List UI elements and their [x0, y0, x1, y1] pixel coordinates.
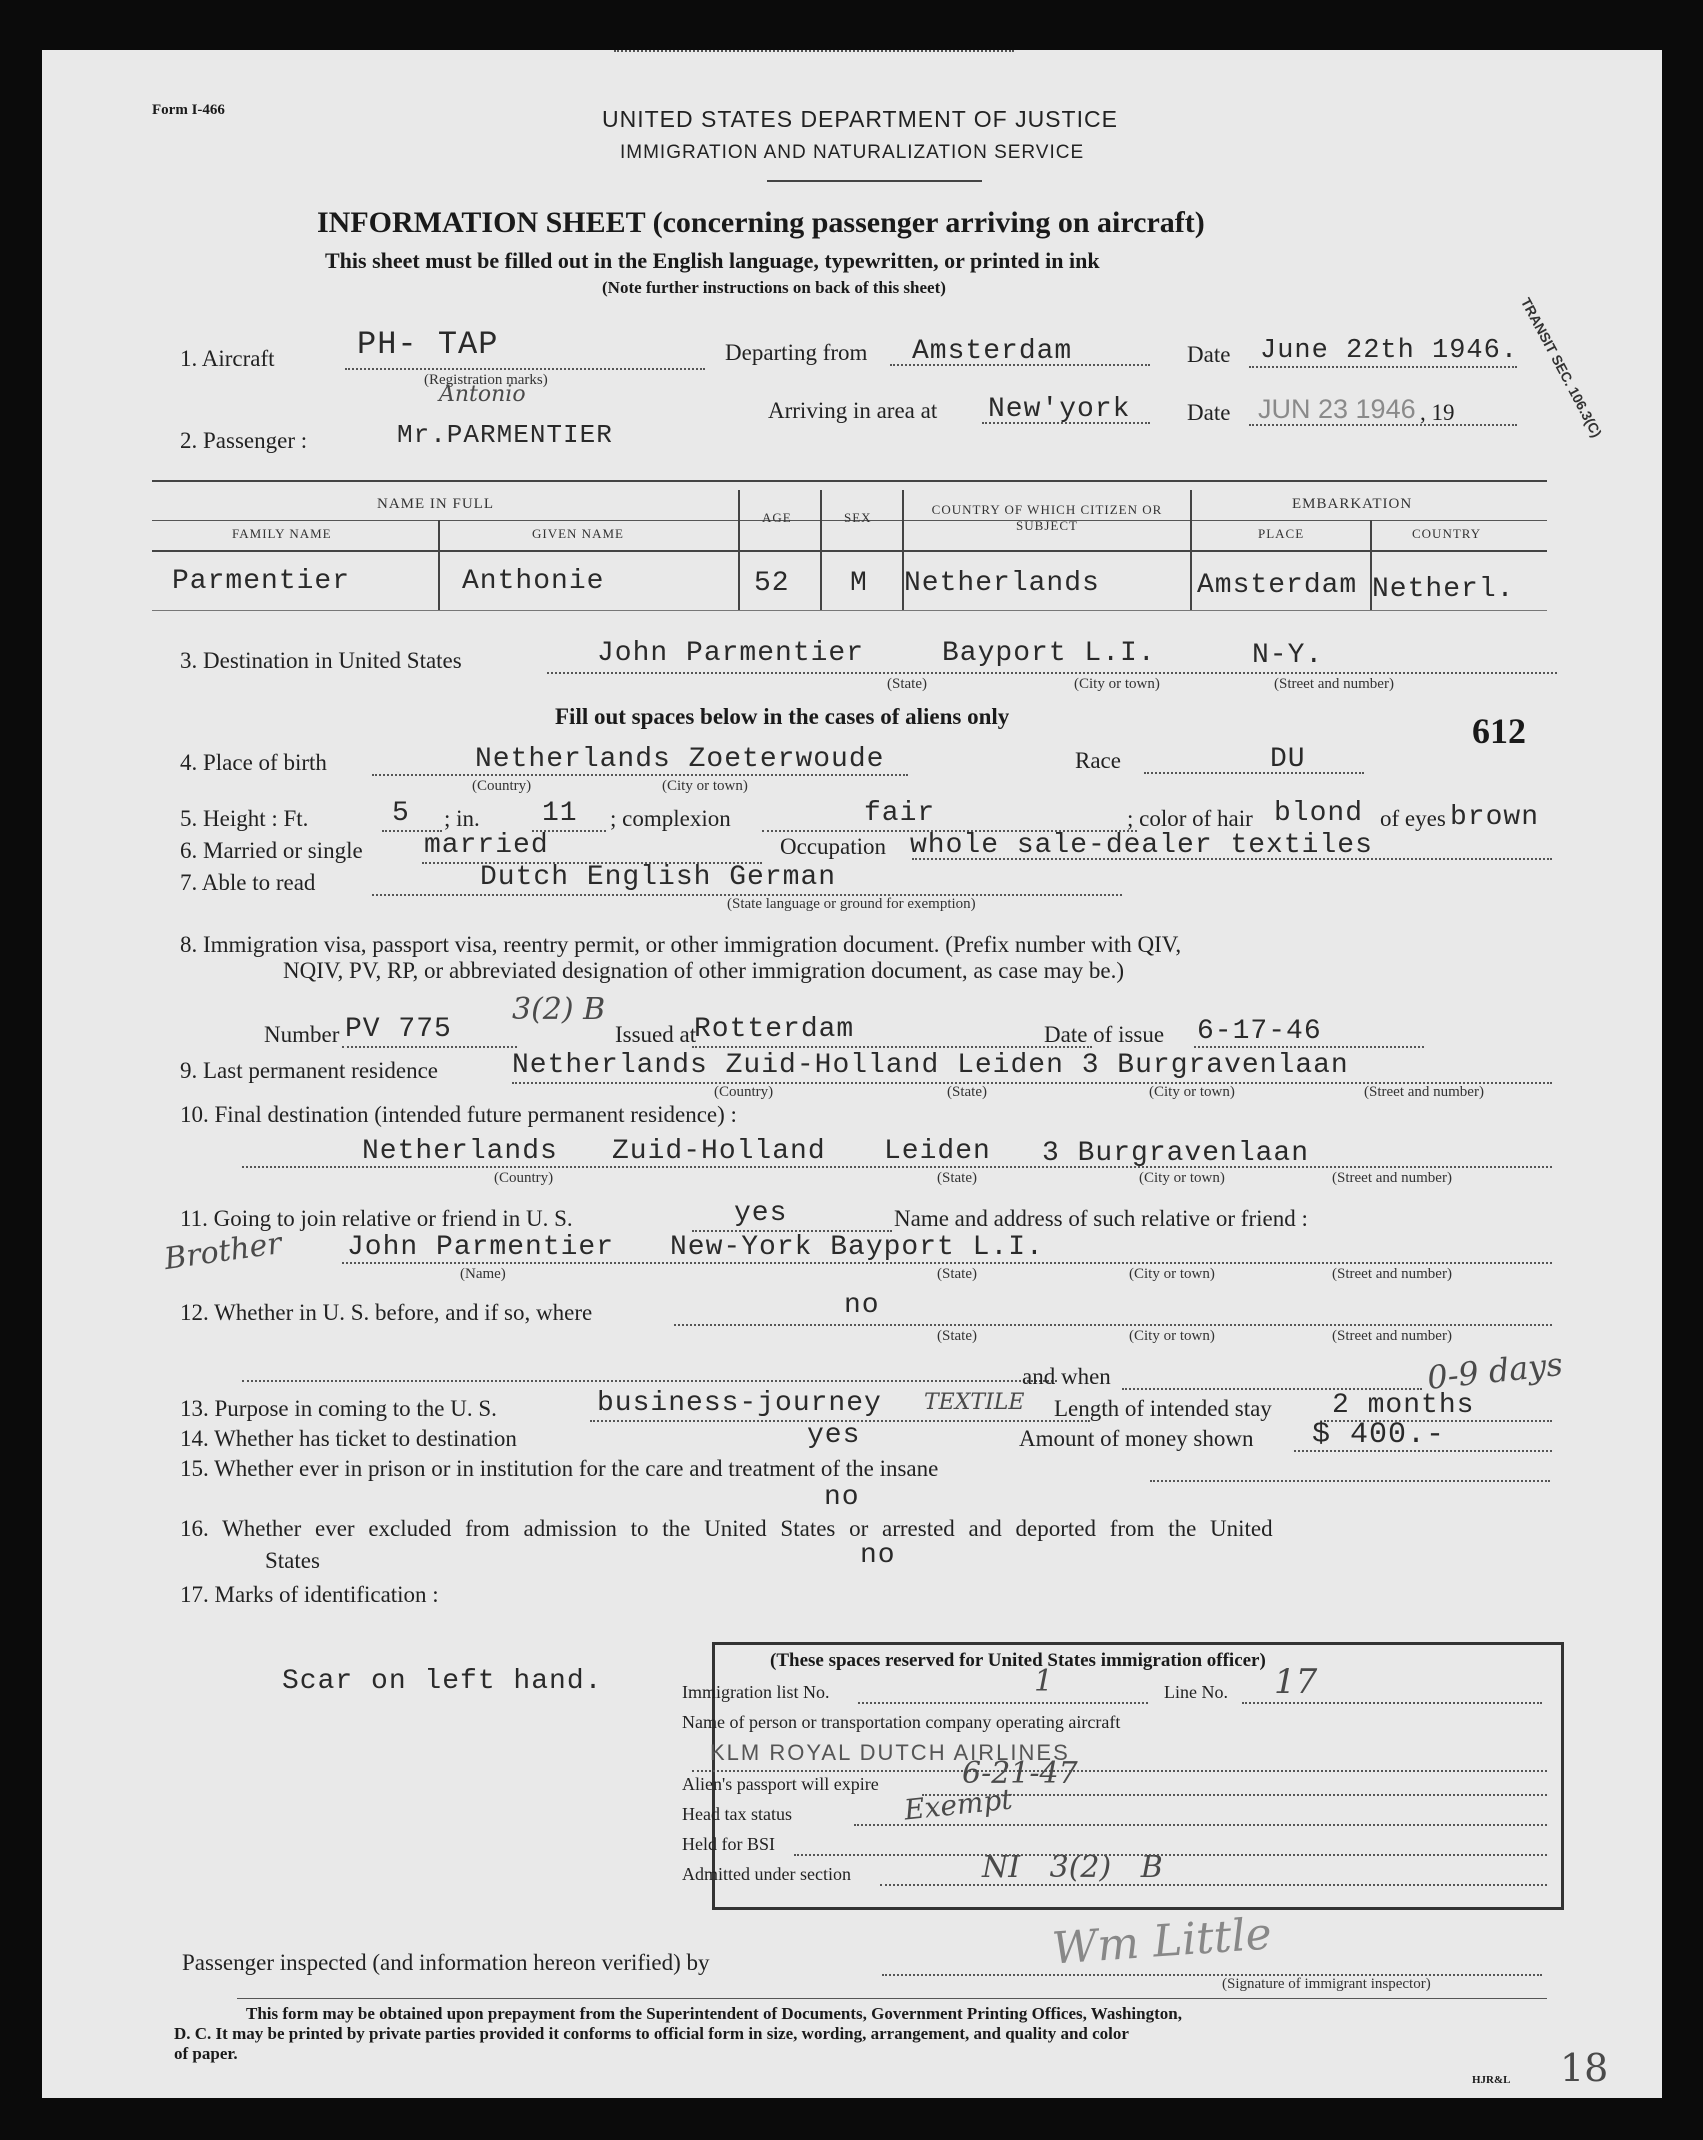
occupation-label: Occupation	[780, 834, 887, 859]
departing-label: Departing from	[725, 340, 868, 365]
excluded-label: 16. Whether ever excluded from admission to the United States or arrested and deported from the United	[180, 1516, 1273, 1541]
stay-value: 2 months	[1332, 1390, 1475, 1421]
height-in-value: 11	[542, 798, 578, 829]
footer-line-3: of paper.	[174, 2044, 238, 2063]
marital-value: married	[424, 830, 549, 861]
bsi-label: Held for BSI	[682, 1834, 775, 1854]
eyes-label: of eyes	[1380, 806, 1446, 831]
excluded-label-2: States	[265, 1548, 320, 1573]
issue-date-label: Date of issue	[1044, 1022, 1165, 1047]
race-value: DU	[1270, 744, 1306, 775]
page-title: INFORMATION SHEET (concerning passenger arriving on aircraft)	[317, 206, 1205, 239]
head-tax-label: Head tax status	[682, 1804, 792, 1824]
relative-name-value: John Parmentier	[347, 1232, 615, 1263]
complexion-value: fair	[864, 798, 936, 829]
caption-state: (State)	[937, 1170, 977, 1186]
list-no-label: Immigration list No.	[682, 1682, 830, 1702]
when-handwritten: 0-9 days	[1425, 1345, 1565, 1397]
excluded-value: no	[860, 1540, 896, 1571]
given-name-value: Anthonie	[462, 566, 605, 597]
doc-number-value: PV 775	[345, 1014, 452, 1045]
caption-name: (Name)	[460, 1266, 506, 1282]
identification-value: Scar on left hand.	[282, 1666, 603, 1697]
caption-state: (State)	[947, 1084, 987, 1100]
relative-address-value: New-York Bayport L.I.	[670, 1232, 1044, 1263]
age-header: AGE	[762, 510, 792, 525]
destination-name: John Parmentier	[597, 638, 865, 669]
name-in-full-header: NAME IN FULL	[377, 496, 494, 512]
arrival-date-label: Date	[1187, 400, 1231, 425]
eyes-value: brown	[1450, 802, 1540, 833]
department-title: UNITED STATES DEPARTMENT OF JUSTICE	[602, 106, 1118, 132]
service-title: IMMIGRATION AND NATURALIZATION SERVICE	[620, 142, 1085, 163]
country-header: COUNTRY OF WHICH CITIZEN OR SUBJECT	[931, 502, 1163, 533]
head-tax-value: Exempt	[902, 1782, 1014, 1827]
caption-state: (State)	[937, 1328, 977, 1344]
birth-value: Netherlands Zoeterwoude	[475, 744, 885, 775]
read-label: 7. Able to read	[180, 870, 316, 895]
destination-label: 3. Destination in United States	[180, 648, 462, 673]
note: (Note further instructions on back of this sheet)	[602, 278, 946, 297]
caption-state: (State)	[887, 676, 927, 692]
marital-label: 6. Married or single	[180, 838, 363, 863]
final-country-value: Netherlands	[362, 1136, 558, 1167]
destination-city: Bayport L.I.	[942, 638, 1156, 669]
embark-country-value: Netherl.	[1372, 574, 1515, 605]
final-destination-label: 10. Final destination (intended future permanent residence) :	[180, 1102, 737, 1127]
citizen-value: Netherlands	[904, 568, 1100, 599]
doc-number-handwritten: 3(2) B	[512, 992, 606, 1027]
race-label: Race	[1075, 748, 1121, 773]
place-header: PLACE	[1258, 526, 1305, 541]
sheet-number: 612	[1472, 711, 1526, 751]
join-relative-value: yes	[734, 1198, 788, 1229]
caption-street: (Street and number)	[1364, 1084, 1484, 1100]
destination-state: N-Y.	[1252, 640, 1324, 671]
identification-label: 17. Marks of identification :	[180, 1582, 439, 1607]
caption-country: (Country)	[714, 1084, 774, 1100]
arriving-label: Arriving in area at	[768, 398, 938, 423]
read-value: Dutch English German	[480, 862, 837, 893]
inspection-label: Passenger inspected (and information hereon verified) by	[182, 1950, 710, 1975]
passenger-value: Mr.PARMENTIER	[397, 420, 613, 450]
given-name-header: GIVEN NAME	[532, 526, 624, 541]
form-sheet	[42, 50, 1662, 2098]
footer-line-1: This form may be obtained upon prepayment from the Superintendent of Documents, Government Printing Offices, Washington,	[246, 2004, 1182, 2023]
previous-visit-label: 12. Whether in U. S. before, and if so, where	[180, 1300, 593, 1325]
issued-value: Rotterdam	[694, 1014, 855, 1045]
line-no-value: 17	[1274, 1662, 1318, 1702]
caption-street: (Street and number)	[1332, 1170, 1452, 1186]
operator-value: KLM ROYAL DUTCH AIRLINES	[710, 1740, 1070, 1765]
complexion-label: ; complexion	[610, 806, 731, 831]
hair-label: ; color of hair	[1127, 806, 1253, 831]
hair-value: blond	[1274, 798, 1364, 829]
final-city-value: Leiden	[884, 1136, 991, 1167]
caption-state: (State)	[937, 1266, 977, 1282]
height-label: 5. Height : Ft.	[180, 806, 309, 831]
line-no-label: Line No.	[1164, 1682, 1228, 1702]
document-label: 8. Immigration visa, passport visa, reentry permit, or other immigration document. (Prefix number with QIV,	[180, 932, 1182, 957]
aircraft-label: 1. Aircraft	[180, 346, 275, 371]
printer-mark: HJR&L	[1472, 2074, 1511, 2086]
purpose-value: business-journey	[597, 1388, 882, 1419]
caption-city: (City or town)	[1139, 1170, 1225, 1186]
arriving-value: New'york	[988, 394, 1131, 425]
join-relative-label: 11. Going to join relative or friend in U. S.	[180, 1206, 573, 1231]
sex-value: M	[850, 568, 868, 599]
height-in-label: ; in.	[444, 806, 480, 831]
when-label: and when	[1022, 1364, 1111, 1389]
operator-label: Name of person or transportation company operating aircraft	[682, 1712, 1121, 1732]
height-ft-value: 5	[392, 798, 410, 829]
relative-name-label: Name and address of such relative or friend :	[894, 1206, 1308, 1231]
final-street-value: 3 Burgravenlaan	[1042, 1138, 1310, 1169]
section-label: Admitted under section	[682, 1864, 851, 1884]
caption-country: (Country)	[472, 778, 532, 794]
money-value: $ 400.-	[1312, 1418, 1446, 1452]
caption-city: (City or town)	[1129, 1328, 1215, 1344]
list-no-value: 1	[1034, 1664, 1054, 1699]
passenger-label: 2. Passenger :	[180, 428, 308, 453]
birth-label: 4. Place of birth	[180, 750, 327, 775]
prison-value: no	[824, 1482, 860, 1513]
document-label-2: NQIV, PV, RP, or abbreviated designation of other immigration document, as case may be.)	[283, 958, 1125, 983]
prison-label: 15. Whether ever in prison or in institution for the care and treatment of the insane	[180, 1456, 939, 1481]
passport-expire-value: 6-21-47	[962, 1756, 1078, 1791]
handwritten-given-name: Antonio	[439, 382, 526, 407]
caption-street: (Street and number)	[1332, 1328, 1452, 1344]
caption-city: (City or town)	[1149, 1084, 1235, 1100]
money-label: Amount of money shown	[1019, 1426, 1254, 1451]
caption-street: (Street and number)	[1332, 1266, 1452, 1282]
caption-city: (City or town)	[1074, 676, 1160, 692]
signature-caption: (Signature of immigrant inspector)	[1222, 1976, 1431, 1992]
caption-city-town: (City or town)	[662, 778, 748, 794]
doc-number-label: Number	[264, 1022, 340, 1047]
aircraft-value: PH- TAP	[357, 326, 499, 363]
embark-place-value: Amsterdam	[1197, 570, 1358, 601]
page-number: 18	[1560, 2046, 1609, 2090]
previous-visit-value: no	[844, 1290, 880, 1321]
section-value: NI 3(2) B	[982, 1850, 1163, 1885]
purpose-handwritten: TEXTILE	[924, 1390, 1025, 1415]
occupation-value: whole sale-dealer textiles	[910, 830, 1373, 861]
registration-caption: (Registration marks)	[424, 372, 548, 388]
instructions: This sheet must be filled out in the English language, typewritten, or printed in ink	[325, 248, 1100, 273]
age-value: 52	[754, 568, 790, 599]
issued-label: Issued at	[615, 1022, 697, 1047]
aliens-heading: Fill out spaces below in the cases of aliens only	[555, 704, 1010, 729]
caption-country: (Country)	[494, 1170, 554, 1186]
final-state-value: Zuid-Holland	[612, 1136, 826, 1167]
passport-expire-label: Alien's passport will expire	[682, 1774, 879, 1794]
embark-country-header: COUNTRY	[1412, 526, 1482, 541]
read-caption: (State language or ground for exemption)	[727, 896, 976, 912]
residence-label: 9. Last permanent residence	[180, 1058, 438, 1083]
ticket-label: 14. Whether has ticket to destination	[180, 1426, 517, 1451]
issue-date-value: 6-17-46	[1197, 1016, 1322, 1047]
embarkation-header: EMBARKATION	[1292, 496, 1413, 512]
officer-heading: (These spaces reserved for United States immigration officer)	[770, 1650, 1266, 1671]
arrival-date-suffix: , 19	[1420, 400, 1455, 425]
residence-value: Netherlands Zuid-Holland Leiden 3 Burgravenlaan	[512, 1050, 1349, 1081]
family-name-header: FAMILY NAME	[232, 526, 332, 541]
sex-header: SEX	[844, 510, 872, 525]
caption-city: (City or town)	[1129, 1266, 1215, 1282]
arrival-date-stamp: JUN 23 1946	[1258, 394, 1416, 424]
footer-line-2: D. C. It may be printed by private parties provided it conforms to official form in size, wording, arrangement, and quality and color	[174, 2024, 1129, 2043]
transit-stamp: TRANSIT SEC. 106.3(C)	[1517, 295, 1606, 440]
form-number: Form I-466	[152, 102, 225, 118]
relation-handwritten: Brother	[162, 1225, 284, 1278]
caption-street: (Street and number)	[1274, 676, 1394, 692]
ticket-value: yes	[807, 1420, 861, 1451]
departing-value: Amsterdam	[912, 336, 1073, 367]
header-divider	[767, 180, 982, 182]
inspector-signature: Wm Little	[1050, 1908, 1274, 1975]
family-name-value: Parmentier	[172, 566, 351, 597]
departure-date-value: June 22th 1946.	[1260, 336, 1519, 366]
purpose-label: 13. Purpose in coming to the U. S.	[180, 1396, 497, 1421]
departure-date-label: Date	[1187, 342, 1231, 367]
stay-label: Length of intended stay	[1054, 1396, 1272, 1421]
